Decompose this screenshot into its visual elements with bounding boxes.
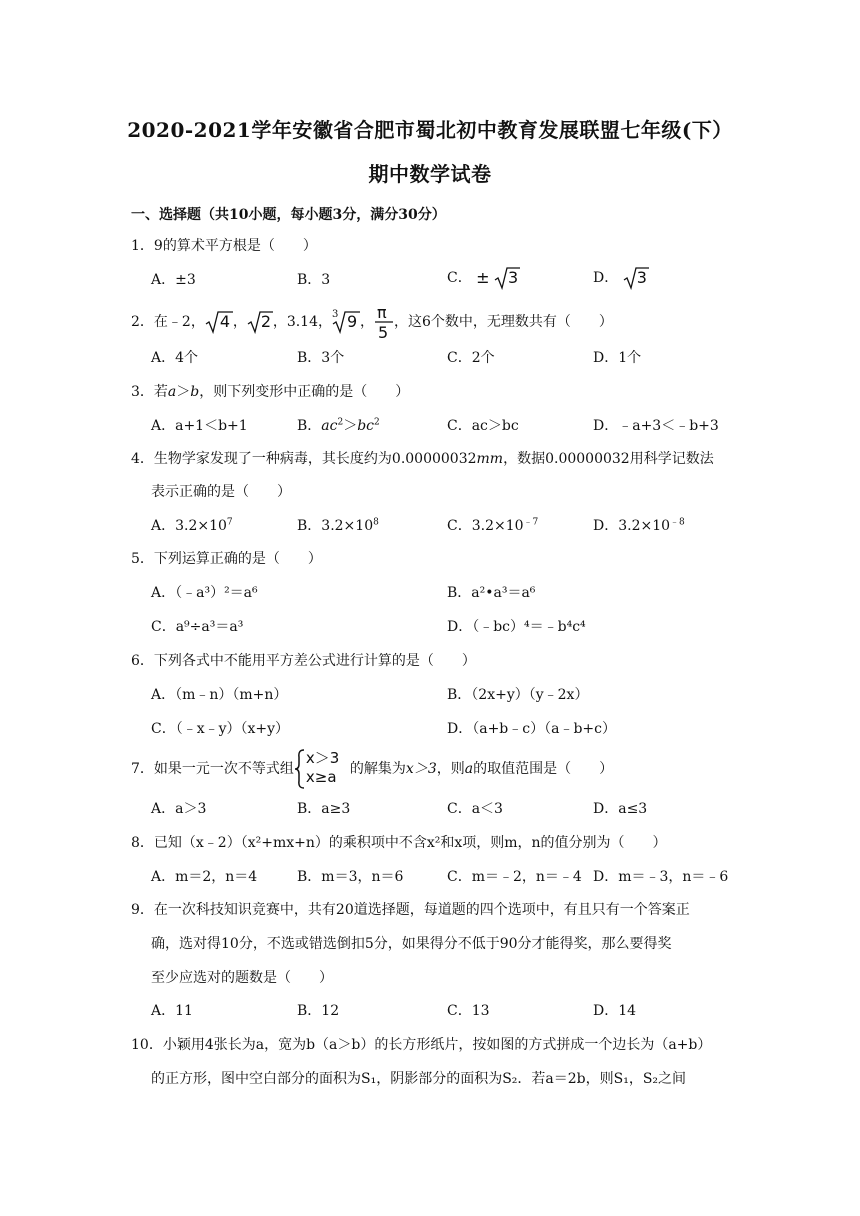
q8-option-c: C．m＝﹣2，n＝﹣4 (447, 869, 582, 885)
sqrt-symbol: 4 (205, 310, 233, 334)
question-10-stem: 10．小颖用4张长为a，宽为b（a＞b）的长方形纸片，按如图的方式拼成一个边长为（a+b） (131, 1037, 712, 1053)
q3-option-b: B．$ac^2>bc^2$ (297, 417, 380, 434)
sqrt-symbol: 3 (494, 266, 520, 290)
q9-option-a: A．11 (151, 1003, 193, 1019)
q7-option-c: C．a＜3 (447, 801, 503, 817)
q6-option-b: B．（2x+y）（y﹣2x） (447, 687, 589, 703)
page-subtitle: 期中数学试卷 (368, 162, 492, 186)
question-3-stem: 3．若a＞b，则下列变形中正确的是（ ） (131, 384, 410, 400)
q1-option-c: C． ± 3 (447, 266, 520, 290)
q6-option-c: C．（﹣x﹣y）（x+y） (151, 721, 290, 737)
q9-option-b: B．12 (297, 1003, 340, 1019)
page-title: 2020-2021学年安徽省合肥市蜀北初中教育发展联盟七年级(下） (127, 118, 733, 142)
q1-option-b: B．3 (297, 272, 331, 288)
q9-option-c: C．13 (447, 1003, 490, 1019)
q7-option-d: D．a≤3 (593, 801, 648, 817)
q4-option-c: C．$3.2\times 10^{﹣7}$ (447, 517, 539, 534)
question-9-stem: 9．在一次科技知识竞赛中，共有20道选择题，每道题的四个选项中，有且只有一个答案正 (131, 902, 690, 918)
inequality-system: x＞3 x≥a (294, 749, 350, 789)
q6-option-a: A．（m﹣n）（m+n） (151, 687, 288, 703)
question-1-stem: 1．9的算术平方根是（ ） (131, 238, 317, 254)
q3-option-d: D．﹣a+3＜﹣b+3 (593, 418, 719, 434)
question-8-stem: 8．已知（x﹣2）（x²+mx+n）的乘积项中不含x²和x项，则m，n的值分别为（ ） (131, 835, 667, 851)
question-7-stem: 7．如果一元一次不等式组 x＞3 x≥a 的解集为x＞3，则a的取值范围是（ ） (131, 748, 613, 790)
q6-option-d: D．（a+b﹣c）（a﹣b+c） (447, 721, 616, 737)
q2-option-d: D．1个 (593, 350, 642, 366)
q3-option-a: A．a+1＜b+1 (151, 418, 248, 434)
question-9-stem-cont-1: 确，选对得10分，不选或错选倒扣5分，如果得分不低于90分才能得奖，那么要得奖 (151, 936, 672, 952)
q5-option-c: C．a⁹÷a³＝a³ (151, 619, 244, 635)
q2-option-c: C．2个 (447, 350, 495, 366)
question-4-stem: 4．生物学家发现了一种病毒，其长度约为0.00000032mm，数据0.00000032用科学记数法 (131, 451, 714, 467)
question-2-stem: 2．在﹣2， 4 ， 2 ，3.14， 3 9 ， π 5 ，这6个数中，无理数共有（ ） (131, 303, 613, 342)
sqrt-symbol: 2 (247, 310, 273, 334)
q2-option-a: A．4个 (151, 350, 199, 366)
q4-option-b: B．$3.2\times 10^8$ (297, 517, 379, 534)
q8-option-a: A．m＝2，n＝4 (151, 869, 258, 885)
q7-option-a: A．a＞3 (151, 801, 207, 817)
q4-option-a: A．$3.2\times 10^7$ (151, 517, 233, 534)
q5-option-d: D．（﹣bc）⁴＝﹣b⁴c⁴ (447, 619, 586, 635)
question-4-stem-cont: 表示正确的是（ ） (151, 484, 291, 500)
q3-option-c: C．ac＞bc (447, 418, 519, 434)
question-10-stem-cont: 的正方形，图中空白部分的面积为S₁，阴影部分的面积为S₂．若a＝2b，则S₁，S₂之间 (151, 1071, 687, 1087)
q8-option-d: D．m＝﹣3，n＝﹣6 (593, 869, 729, 885)
q4-option-d: D．$3.2\times 10^{﹣8}$ (593, 517, 685, 534)
cube-root-symbol: 3 9 (332, 310, 360, 334)
question-9-stem-cont-2: 至少应选对的题数是（ ） (151, 970, 333, 986)
q7-option-b: B．a≥3 (297, 801, 351, 817)
section-heading: 一、选择题（共10小题，每小题3分，满分30分） (131, 207, 446, 223)
question-5-stem: 5．下列运算正确的是（ ） (131, 551, 322, 567)
q1-option-a: A．±3 (151, 272, 196, 288)
fraction-pi-over-5: π 5 (377, 303, 389, 342)
q1-option-d: D． 3 (593, 266, 649, 290)
q5-option-b: B．a²•a³＝a⁶ (447, 585, 536, 601)
q5-option-a: A．（﹣a³）²＝a⁶ (151, 585, 258, 601)
q2-option-b: B．3个 (297, 350, 345, 366)
question-6-stem: 6．下列各式中不能用平方差公式进行计算的是（ ） (131, 653, 476, 669)
q8-option-b: B．m＝3，n＝6 (297, 869, 404, 885)
sqrt-symbol: 3 (623, 266, 649, 290)
q9-option-d: D．14 (593, 1003, 637, 1019)
